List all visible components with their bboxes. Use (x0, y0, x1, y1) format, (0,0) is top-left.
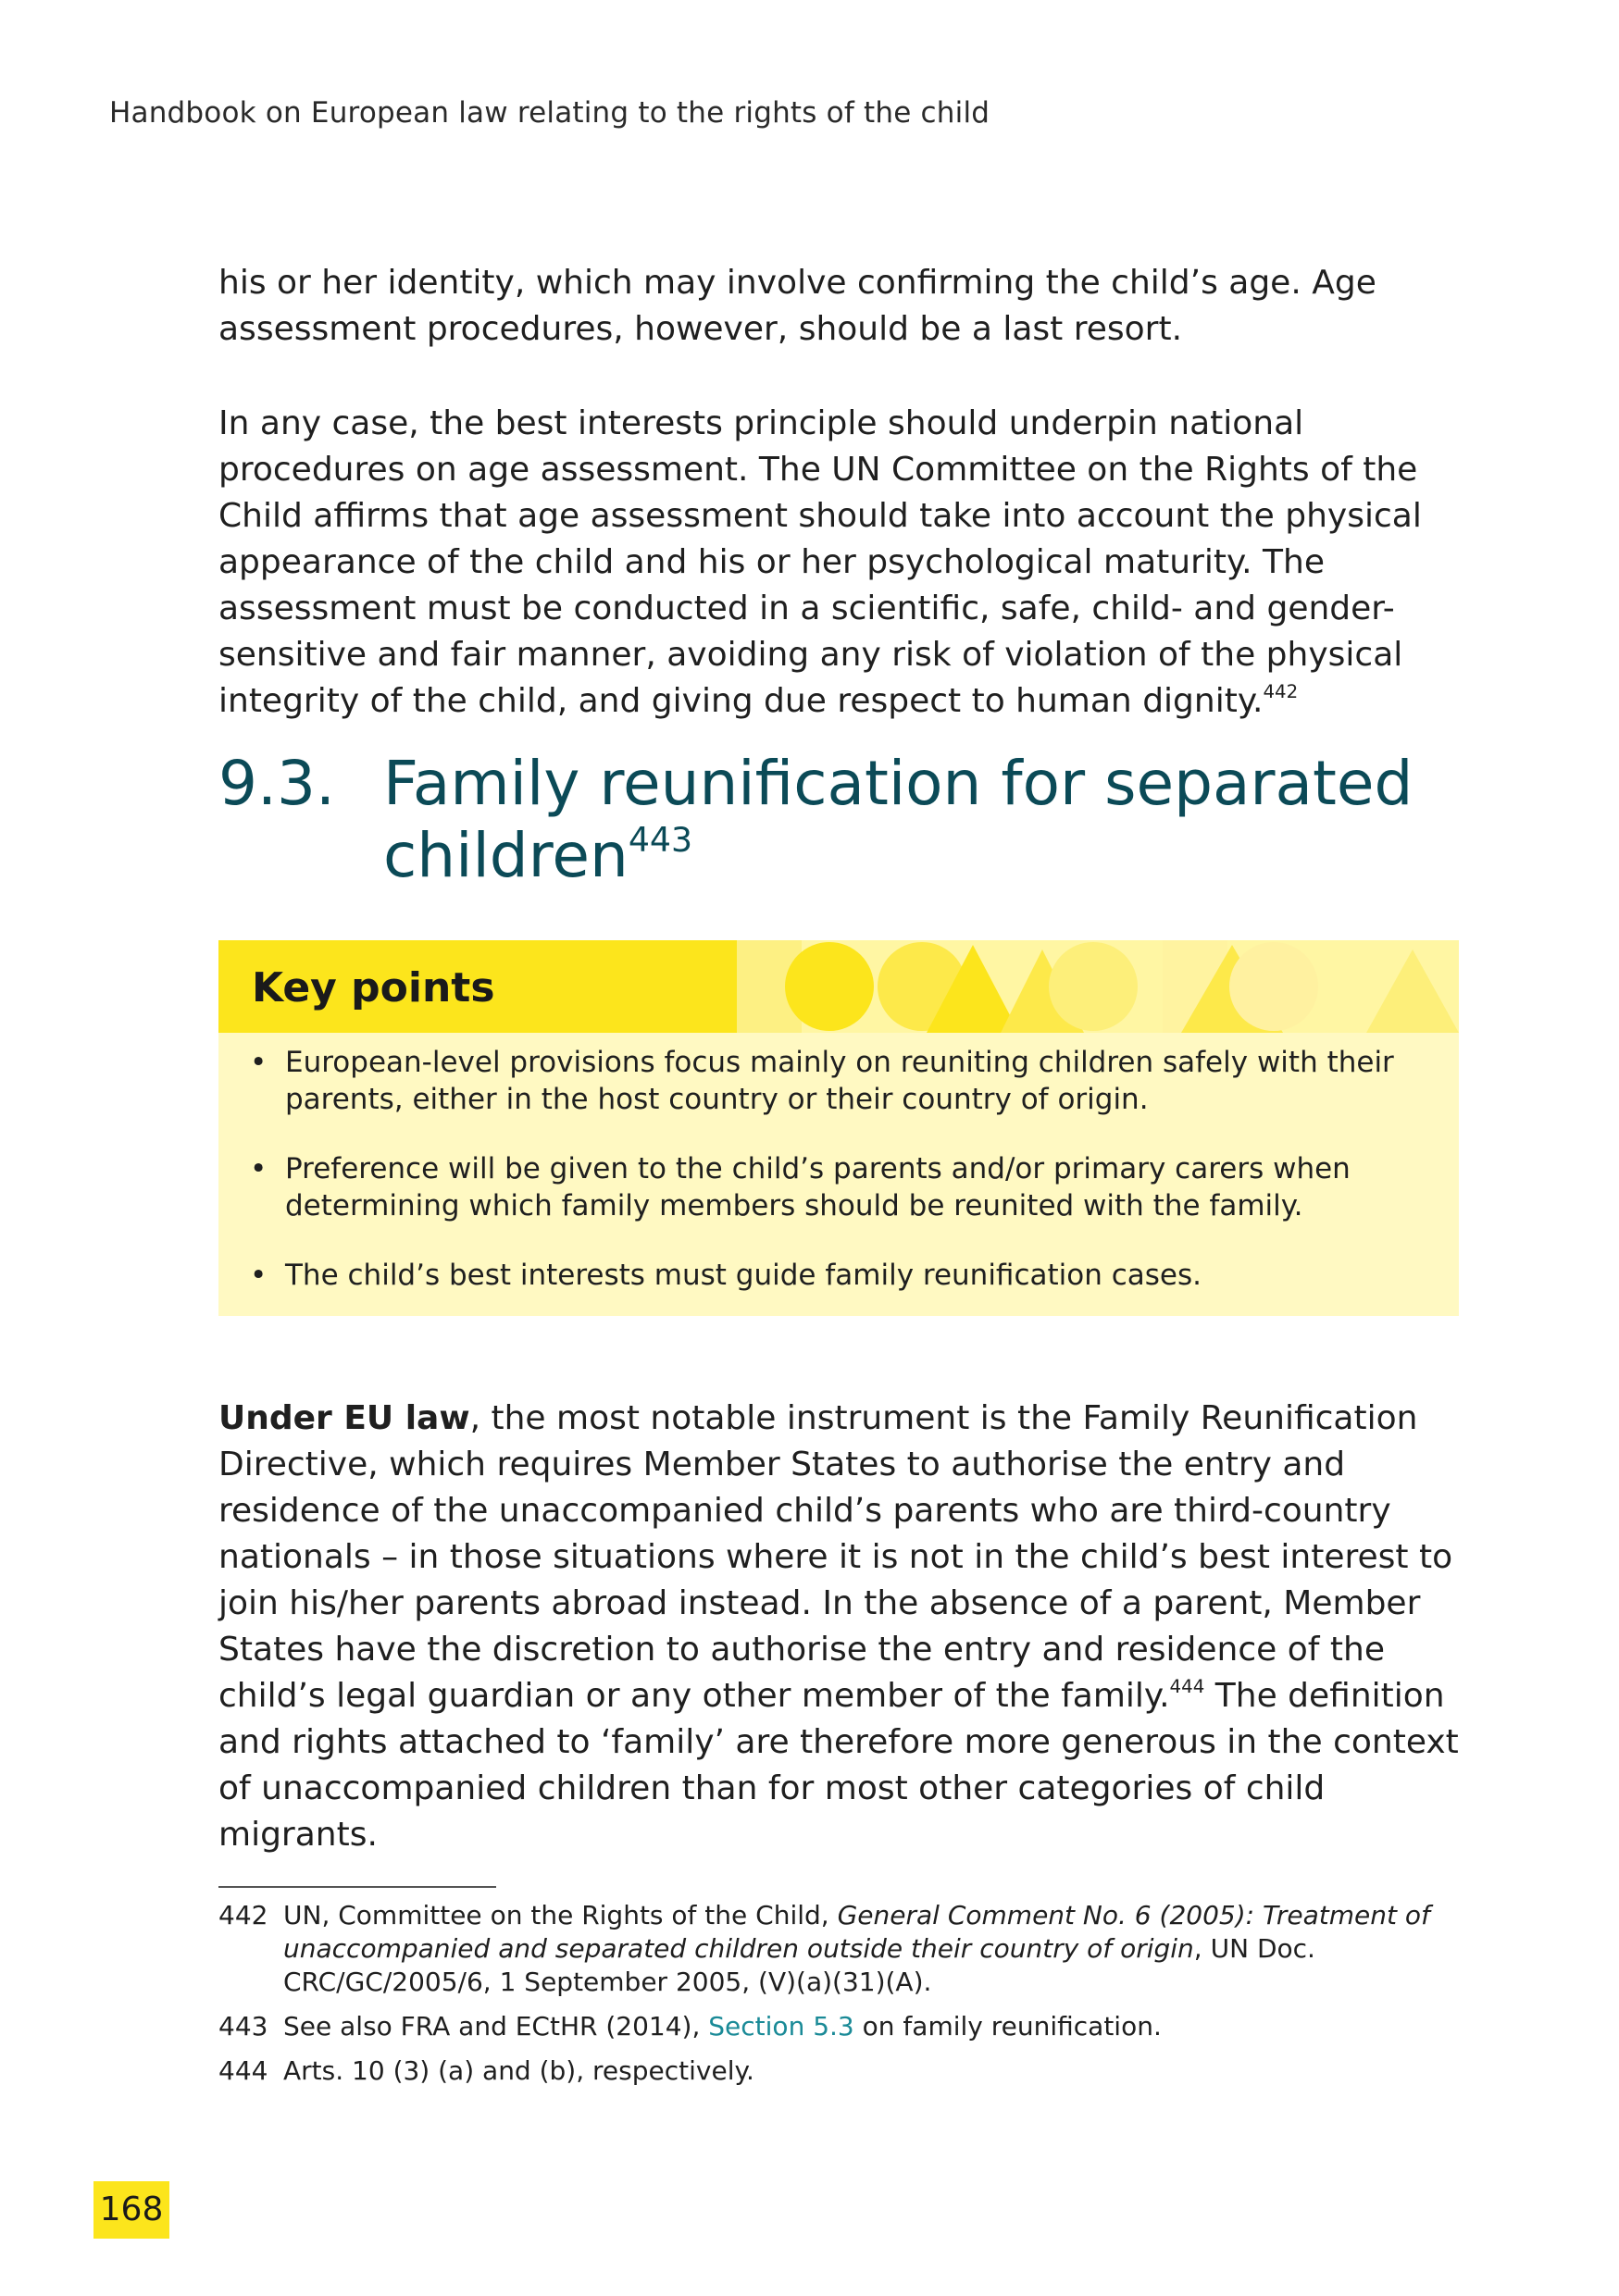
key-points-title: Key points (252, 964, 495, 1011)
paragraph-age-identity (218, 260, 1459, 353)
footnote-italic-title: General Comment No. 6 (2005): Treatment of unaccompanied and separated children outside their country of origin (283, 1900, 1430, 1964)
footnote-443 (218, 2010, 1459, 2043)
footnote-number: 444 (218, 2055, 268, 2086)
key-point-item (250, 1044, 1435, 1118)
running-header: Handbook on European law relating to the rights of the child (109, 96, 990, 130)
footnote-number: 443 (218, 2011, 268, 2042)
footnote-text: on family reunification. (853, 2011, 1162, 2042)
key-point-text: European-level provisions focus mainly on reuniting children safely with their parents, either in the host country or their country of origin. (285, 1046, 1394, 1116)
key-points-list (250, 1044, 1435, 1326)
footnote-ref-442[interactable]: 442 (1263, 681, 1299, 703)
paragraph-text-body: The definition and rights attached to ‘family’ are therefore more generous in the context of unaccompanied children than for most other categories of child migrants. (218, 1677, 1459, 1854)
paragraph-best-interests (218, 401, 1459, 725)
key-point-item (250, 1257, 1435, 1294)
footnote-text: Arts. 10 (3) (a) and (b), respectively. (283, 2055, 754, 2086)
key-point-item (250, 1150, 1435, 1224)
section-title-wrap (383, 748, 1448, 892)
footnote-444 (218, 2054, 1459, 2088)
footnote-ref-444[interactable]: 444 (1169, 1676, 1205, 1698)
paragraph-text-body: , the most notable instrument is the Family Reunification Directive, which requires Member States to authorise the entry and residence of the unaccompanied child’s parents who are third-country nationals – in those situations where it is not in the child’s best interest to join his/her parents abroad instead. In the absence of a parent, Member States have the discretion to authorise the entry and residence of the child’s legal guardian or any other member of the family. (218, 1399, 1453, 1715)
bullet: • (250, 1259, 268, 1292)
footnote-text: UN, Committee on the Rights of the Child, (283, 1900, 838, 1930)
footnote-number: 442 (218, 1900, 268, 1930)
footnote-442 (218, 1899, 1459, 1999)
footnote-ref-443[interactable]: 443 (628, 819, 693, 860)
section-link[interactable]: Section 5.3 (708, 2011, 854, 2042)
paragraph-text (218, 1396, 1459, 1858)
key-points-header (218, 940, 737, 1033)
page-number: 168 (93, 2181, 169, 2239)
section-number: 9.3. (218, 748, 335, 819)
paragraph-text: his or her identity, which may involve confirming the child’s age. Age assessment procedures, however, should be a last resort. (218, 264, 1376, 348)
footnote-divider (218, 1886, 496, 1888)
bullet: • (250, 1046, 268, 1079)
decoration-circle (1229, 942, 1318, 1031)
paragraph-text-body: In any case, the best interests principle should underpin national procedures on age assessment. The UN Committee on the Rights of the Child affirms that age assessment should take into account the physical appearance of the child and his or her psychological maturity. The assessment must be conducted in a scientific, safe, child- and gender-sensitive and fair manner, avoiding any risk of violation of the physical integrity of the child, and giving due respect to human dignity. (218, 404, 1422, 720)
decoration-circle (1049, 942, 1138, 1031)
footnotes (218, 1899, 1459, 2099)
key-point-text: Preference will be given to the child’s parents and/or primary carers when determining which family members should be reunited with the family. (285, 1152, 1351, 1222)
key-points-box (218, 940, 1459, 1316)
paragraph-eu-law (218, 1396, 1459, 1858)
key-point-text: The child’s best interests must guide family reunification cases. (285, 1259, 1202, 1292)
bullet: • (250, 1152, 268, 1185)
paragraph-lead-bold: Under EU law (218, 1399, 470, 1437)
section-title: Family reunification for separated children (383, 748, 1414, 891)
decoration-circle (785, 942, 874, 1031)
paragraph-text (218, 401, 1459, 725)
key-points-decoration (737, 940, 1459, 1033)
footnote-text: See also FRA and ECtHR (2014), (283, 2011, 709, 2042)
footnote-text: , UN Doc. CRC/GC/2005/6, 1 September 2005, (V)(a)(31)(A). (283, 1933, 1315, 1997)
